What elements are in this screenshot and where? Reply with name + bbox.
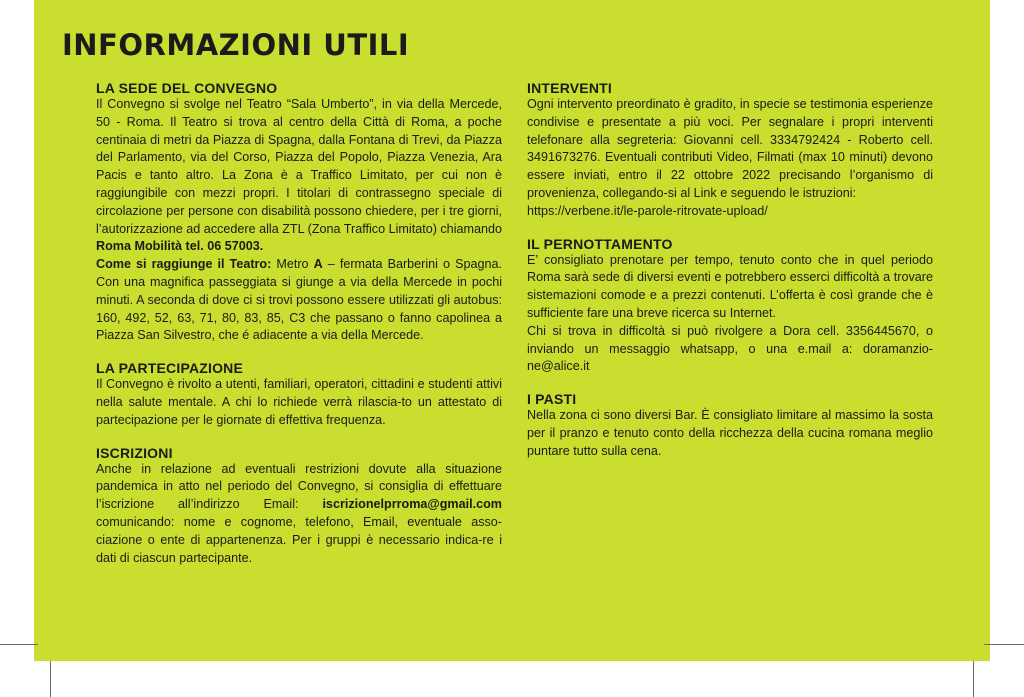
sede-paragraph-2	[96, 256, 502, 345]
sede-paragraph-1	[96, 96, 502, 256]
heading-iscrizioni: ISCRIZIONI	[96, 444, 173, 461]
section-sede	[96, 80, 502, 345]
heading-partecipazione: LA PARTECIPAZIONE	[96, 360, 244, 377]
iscrizioni-paragraph	[96, 461, 502, 568]
section-partecipazione	[96, 360, 502, 429]
section-pernottamento	[527, 236, 933, 377]
partecipazione-text: Il Convegno è rivolto a utenti, familiari, operatori, cittadini e studenti attivi nella salute mentale. A chi lo richiede verrà rilascia-to un attestato di partecipazione per le giornate di effettiva frequenza.	[96, 377, 502, 427]
iscrizioni-text-b: comunicando: nome e cognome, telefono, Email, eventuale asso-ciazione o ente di appartenenza. Per i gruppi è necessario indica-re i dati di ciascun partecipante.	[96, 514, 502, 565]
pernottamento-paragraph-1: E’ consigliato prenotare per tempo, tenuto conto che in quel periodo Roma sarà sede di diversi eventi e potrebbero esserci difficoltà a trovare sistemazioni comode e a prezzi contenuti. L’offerta è così grande che è sufficiente fare una breve ricerca su Internet.	[527, 252, 933, 320]
heading-sede: LA SEDE DEL CONVEGNO	[96, 80, 278, 96]
crop-mark-left-vertical	[50, 661, 51, 697]
heading-pasti: I PASTI	[527, 391, 577, 408]
interventi-text: Ogni intervento preordinato è gradito, in specie se testimonia esperienze condivise e presentate a più voci. Per segnalare i propri interventi telefonare alla segreteria: Giovanni cell. 3334792424 - Roberto cell. 3491673276. Eventuali contributi Video, Filmati (max 10 minuti) devono essere inviati, entro il 22 ottobre 2022 precisando l’organismo di provenienza, collegando-si al Link e seguendo le istruzioni:	[527, 97, 933, 200]
pasti-text: Nella zona ci sono diversi Bar. È consigliato limitare al massimo la sosta per il pranzo e tenuto conto della ricchezza della cucina romana meglio puntare tutto sulla cena.	[527, 408, 933, 458]
sede-text: Il Convegno si svolge nel Teatro “Sala Umberto”, in via della Mercede, 50 - Roma. Il Teatro si trova al centro della Città di Roma, a poche centinaia di metri da Piazza di Spagna, dalla Fontana di Trevi, da Piazza del Parlamento, via del Corso, Piazza del Popolo, Piazza Venezia, Ara Pacis e tanto altro. La Zona è a Traffico Limitato, per cui non è raggiungibile con mezzi propri. I titolari di contrassegno speciale di circolazione per persone con disabilità possono chiedere, per i tre giorni, l’autorizzazione ad accedere alla ZTL (Zona Traffico Limitato) chiamando	[96, 97, 503, 236]
metro-line: A	[313, 257, 323, 272]
upload-link: https://verbene.it/le-parole-ritrovate-upload/	[527, 203, 768, 218]
come-raggiungere-label: Come si raggiunge il Teatro:	[96, 257, 272, 272]
right-column	[527, 80, 933, 476]
crop-mark-right-horizontal	[984, 644, 1024, 645]
directions-text: – fermata Barberini o Spagna. Con una magnifica passeggiata si giunge a via della Mercede in pochi minuti. A seconda di dove ci si trovi possono essere utilizzati gli autobus: 160, 492, 52, 63, 71, 80, 83, 85, C3 che passano o fanno capolinea a Piazza San Silvestro, che é adiacente a via della Mercede.	[96, 257, 502, 343]
heading-interventi: INTERVENTI	[527, 80, 612, 96]
crop-mark-right-vertical	[973, 661, 974, 697]
section-interventi	[527, 80, 933, 221]
iscrizioni-text-a: Anche in relazione ad eventuali restrizioni dovute alla situazione pandemica in atto nel periodo del Convegno, si consiglia di effettuare l’iscrizione all’indirizzo Email:	[96, 461, 502, 512]
metro-text: Metro	[271, 257, 314, 272]
section-iscrizioni	[96, 445, 502, 568]
pernottamento-paragraph-2: Chi si trova in difficoltà si può rivolgere a Dora cell. 3356445670, o inviando un messaggio whatsapp, o una e.mail a: doramanzio-ne@alice.it	[527, 323, 933, 374]
heading-pernottamento: IL PERNOTTAMENTO	[527, 235, 673, 252]
section-pasti	[527, 391, 933, 460]
left-column	[96, 80, 502, 582]
roma-mobilita-phone: Roma Mobilità tel. 06 57003.	[96, 239, 264, 254]
crop-mark-left-horizontal	[0, 644, 38, 645]
iscrizioni-email: iscrizionelprroma@gmail.com	[322, 497, 502, 512]
page-title: INFORMAZIONI UTILI	[62, 28, 410, 62]
